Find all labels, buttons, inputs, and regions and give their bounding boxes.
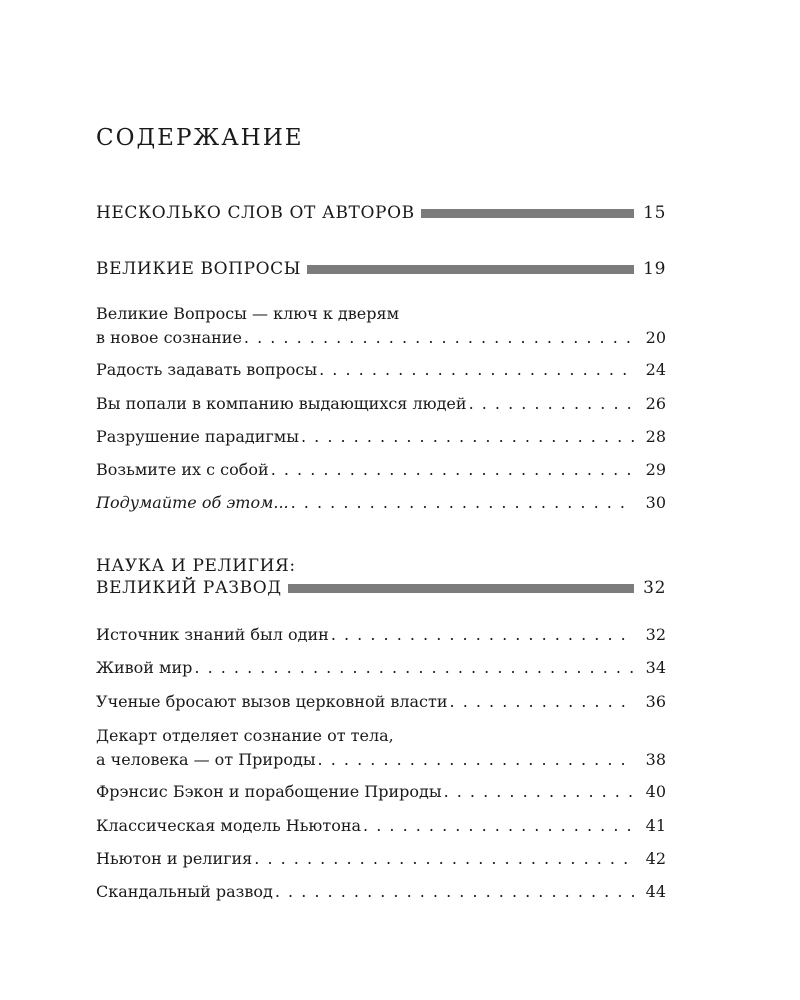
toc-entry[interactable] bbox=[96, 814, 666, 838]
toc-entry-title: Возьмите их с собой bbox=[96, 460, 269, 479]
dot-leader bbox=[271, 458, 634, 482]
toc-title: СОДЕРЖАНИЕ bbox=[96, 125, 304, 151]
toc-entry-title: Скандальный развод bbox=[96, 882, 273, 901]
toc-entry-title: Радость задавать вопросы bbox=[96, 360, 318, 379]
toc-page-number: 34 bbox=[645, 658, 666, 677]
toc-entry-title: Вы попали в компанию выдающихся людей bbox=[96, 394, 467, 413]
dot-leader bbox=[275, 880, 634, 904]
toc-entry[interactable] bbox=[96, 358, 666, 382]
dot-leader bbox=[450, 690, 634, 714]
toc-page-number: 30 bbox=[645, 493, 666, 512]
toc-entry[interactable] bbox=[96, 302, 666, 350]
section-title: ВЕЛИКИЕ ВОПРОСЫ bbox=[96, 259, 302, 279]
dot-leader bbox=[469, 392, 634, 416]
toc-entry-title: Разрушение парадигмы bbox=[96, 427, 299, 446]
toc-entry[interactable] bbox=[96, 780, 666, 804]
toc-page-number: 32 bbox=[645, 625, 666, 644]
section-leader-bar bbox=[307, 265, 634, 274]
toc-entry-title: а человека — от Природы bbox=[96, 750, 316, 769]
toc-page-number: 41 bbox=[645, 816, 666, 835]
section-leader-bar bbox=[288, 584, 634, 593]
toc-entry[interactable] bbox=[96, 392, 666, 416]
toc-page-number: 24 bbox=[645, 360, 666, 379]
dot-leader bbox=[331, 623, 634, 647]
toc-entry[interactable] bbox=[96, 425, 666, 449]
dot-leader bbox=[254, 847, 634, 871]
dot-leader bbox=[244, 326, 634, 350]
dot-leader bbox=[318, 748, 634, 772]
toc-entry-title: Живой мир bbox=[96, 658, 193, 677]
toc-entry-title: Великие Вопросы — ключ к дверям bbox=[96, 304, 400, 323]
toc-entry[interactable] bbox=[96, 656, 666, 680]
toc-entry[interactable] bbox=[96, 623, 666, 647]
toc-page-number: 26 bbox=[645, 394, 666, 413]
dot-leader bbox=[291, 491, 634, 515]
toc-page-number: 28 bbox=[645, 427, 666, 446]
toc-page-number: 29 bbox=[645, 460, 666, 479]
section-page-number: 32 bbox=[643, 578, 666, 598]
toc-entry-title: Декарт отделяет сознание от тела, bbox=[96, 726, 394, 745]
section-leader-bar bbox=[421, 209, 634, 218]
toc-page-number: 40 bbox=[645, 782, 666, 801]
toc-entry-title: Ученые бросают вызов церковной власти bbox=[96, 692, 448, 711]
section-page-number: 19 bbox=[643, 259, 666, 279]
dot-leader bbox=[444, 780, 634, 804]
section-heading[interactable] bbox=[96, 202, 666, 224]
toc-entry-title: Фрэнсис Бэкон и порабощение Природы bbox=[96, 782, 442, 801]
section-title: НАУКА И РЕЛИГИЯ: bbox=[96, 556, 296, 576]
toc-page bbox=[96, 0, 666, 1000]
toc-entry-title: в новое сознание bbox=[96, 328, 242, 347]
toc-page-number: 20 bbox=[645, 328, 666, 347]
toc-page-number: 38 bbox=[645, 750, 666, 769]
toc-entry-title: Подумайте об этом... bbox=[96, 493, 289, 512]
toc-entry[interactable] bbox=[96, 724, 666, 772]
dot-leader bbox=[194, 656, 634, 680]
section-page-number: 15 bbox=[643, 203, 666, 223]
section-title: ВЕЛИКИЙ РАЗВОД bbox=[96, 578, 282, 598]
dot-leader bbox=[363, 814, 634, 838]
toc-entry[interactable] bbox=[96, 847, 666, 871]
toc-entry[interactable] bbox=[96, 491, 666, 515]
toc-page-number: 44 bbox=[645, 882, 666, 901]
toc-entry[interactable] bbox=[96, 458, 666, 482]
dot-leader bbox=[319, 358, 634, 382]
toc-entry[interactable] bbox=[96, 880, 666, 904]
section-title: НЕСКОЛЬКО СЛОВ ОТ АВТОРОВ bbox=[96, 203, 415, 223]
toc-entry-title: Классическая модель Ньютона bbox=[96, 816, 362, 835]
section-heading[interactable] bbox=[96, 258, 666, 280]
dot-leader bbox=[301, 425, 634, 449]
toc-entry-title: Ньютон и религия bbox=[96, 849, 253, 868]
toc-page-number: 36 bbox=[645, 692, 666, 711]
toc-page-number: 42 bbox=[645, 849, 666, 868]
toc-entry-title: Источник знаний был один bbox=[96, 625, 329, 644]
section-heading[interactable] bbox=[96, 555, 666, 599]
toc-entry[interactable] bbox=[96, 690, 666, 714]
